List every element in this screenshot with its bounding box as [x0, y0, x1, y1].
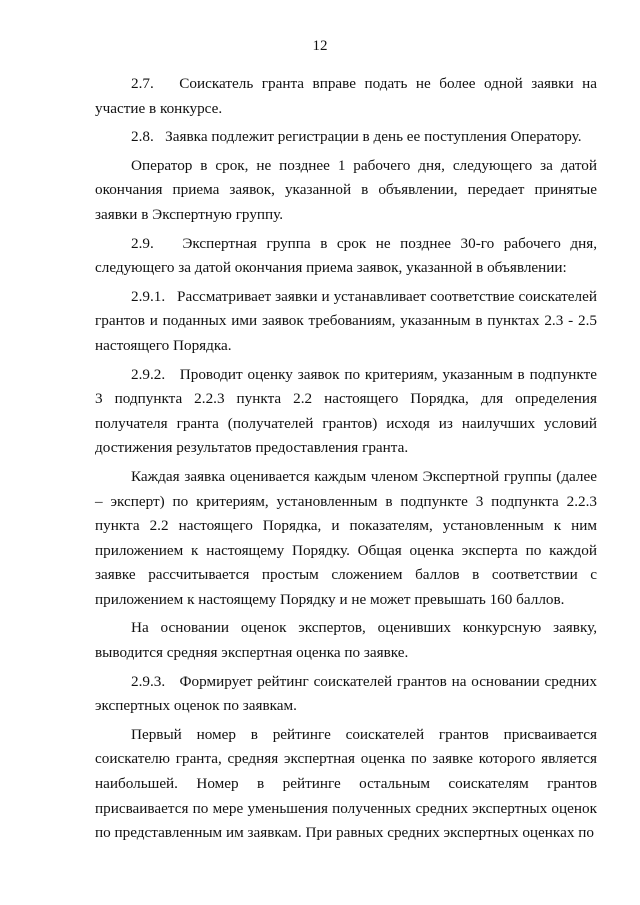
paragraph-2-7: 2.7. Соискатель гранта вправе подать не более одной заявки на участие в конкурсе. [95, 75, 597, 117]
paragraph-2-9-1: 2.9.1. Рассматривает заявки и устанавливает соответствие соискателей грантов и поданных ими заявок требованиям, указанным в пунктах 2.3 - 2.5 настоящего Порядка. [95, 287, 597, 354]
paragraph-ranking-rules: Первый номер в рейтинге соискателей грантов присваивается соискателю гранта, средняя экспертная оценка по заявке которого является наибольшей. Номер в рейтинге остальным соискателям грантов присваивается по мере уменьшения полученных средних экспертных оценок по представленным им заявкам. При равных средних экспертных оценках по [95, 725, 597, 842]
paragraph-operator-deadline: Оператор в срок, не позднее 1 рабочего дня, следующего за датой окончания приема заявок, указанной в объявлении, передает принятые заявки в Экспертную группу. [95, 156, 597, 223]
paragraph-2-8: 2.8. Заявка подлежит регистрации в день ее поступления Оператору. [131, 128, 582, 146]
paragraph-2-9-3: 2.9.3. Формирует рейтинг соискателей грантов на основании средних экспертных оценок по заявкам. [95, 672, 597, 715]
paragraph-average-score: На основании оценок экспертов, оценивших конкурсную заявку, выводится средняя экспертная оценка по заявке. [95, 619, 597, 662]
document-body [95, 72, 597, 850]
page-number: 12 [312, 38, 328, 54]
paragraph-expert-evaluation: Каждая заявка оценивается каждым членом Экспертной группы (далее – эксперт) по критериям, установленным в подпункте 3 подпункта 2.2.3 пункта 2.2 настоящего Порядка, и показателям, установленным к ним приложением к настоящему Порядку. Общая оценка эксперта по каждой заявке рассчитывается простым сложением баллов в соответствии с приложением к настоящему Порядку и не может превышать 160 баллов. [95, 467, 597, 608]
paragraph-2-9-2: 2.9.2. Проводит оценку заявок по критериям, указанным в подпункте 3 подпункта 2.2.3 пункта 2.2 настоящего Порядка, для определения получателя гранта (получателей грантов) исходя из наилучших условий достижения результатов предоставления гранта. [95, 365, 597, 457]
paragraph-2-9: 2.9. Экспертная группа в срок не позднее 30-го рабочего дня, следующего за датой окончания приема заявок, указанной в объявлении: [95, 234, 597, 277]
